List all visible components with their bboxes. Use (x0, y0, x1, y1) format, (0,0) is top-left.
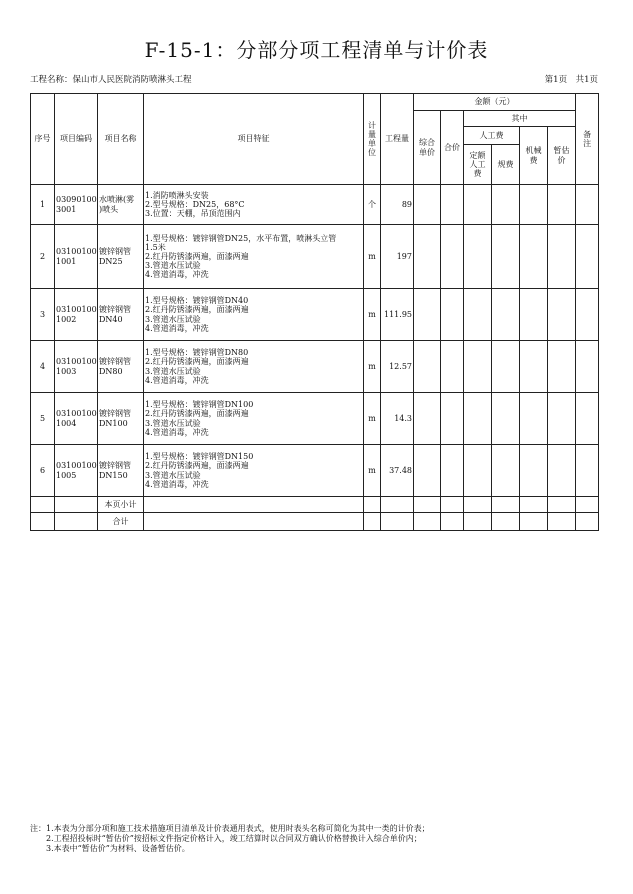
row-unit: 个 (364, 185, 381, 225)
header-machine: 机械 费 (520, 127, 548, 185)
subtotal-label: 本页小计 (98, 497, 144, 513)
row-unit: m (364, 445, 381, 497)
row-name: 镀锌钢管 DN40 (98, 289, 144, 341)
header-of-which: 其中 (464, 111, 576, 127)
table-row (31, 393, 599, 445)
row-unit: m (364, 393, 381, 445)
row-code: 03100100 1001 (55, 225, 98, 289)
footnotes (30, 824, 610, 854)
table-row (31, 341, 599, 393)
row-qty: 37.48 (381, 445, 414, 497)
table-row (31, 289, 599, 341)
header-feature: 项目特征 (144, 94, 364, 185)
header-provisional: 暂估 价 (548, 127, 576, 185)
header-amount: 金额（元） (414, 94, 576, 111)
row-qty: 12.57 (381, 341, 414, 393)
row-feature: 1.型号规格：镀锌钢管DN25，水平布置，喷淋头立管 1.5米 2.红丹防锈漆两遍，面漆两遍 3.管道水压试验 4.管道消毒，冲洗 (144, 225, 364, 289)
row-name: 镀锌钢管 DN150 (98, 445, 144, 497)
header-unit: 计 量 单 位 (364, 94, 381, 185)
row-qty: 197 (381, 225, 414, 289)
header-seq: 序号 (31, 94, 55, 185)
header-fee: 规费 (492, 145, 520, 185)
page-title: F-15-1：分部分项工程清单与计价表 (144, 38, 489, 62)
row-name: 镀锌钢管 DN25 (98, 225, 144, 289)
row-code: 03090100 3001 (55, 185, 98, 225)
table-row (31, 225, 599, 289)
header-labor: 人工费 (464, 127, 520, 145)
table-row (31, 445, 599, 497)
header-qty: 工程量 (381, 94, 414, 185)
row-qty: 14.3 (381, 393, 414, 445)
row-code: 03100100 1004 (55, 393, 98, 445)
total-row (31, 513, 599, 531)
row-qty: 111.95 (381, 289, 414, 341)
row-seq: 5 (31, 393, 55, 445)
total-label: 合计 (98, 513, 144, 531)
bill-table (30, 93, 599, 531)
footnote-2: 2.工程招投标时“暂估价”按招标文件指定价格计入，竣工结算时以合同双方确认价格替换计入综合单价内； (30, 834, 422, 843)
header-quota-labor: 定额 人工 费 (464, 145, 492, 185)
row-code: 03100100 1002 (55, 289, 98, 341)
row-name: 镀锌钢管 DN80 (98, 341, 144, 393)
row-code: 03100100 1005 (55, 445, 98, 497)
table-row (31, 185, 599, 225)
row-seq: 1 (31, 185, 55, 225)
table-body (31, 185, 599, 531)
row-seq: 4 (31, 341, 55, 393)
row-unit: m (364, 341, 381, 393)
row-feature: 1.型号规格：镀锌钢管DN100 2.红丹防锈漆两遍，面漆两遍 3.管道水压试验 4.管道消毒，冲洗 (144, 393, 364, 445)
row-feature: 1.型号规格：镀锌钢管DN150 2.红丹防锈漆两遍，面漆两遍 3.管道水压试验 4.管道消毒，冲洗 (144, 445, 364, 497)
page-number: 第1页 共1页 (544, 75, 598, 85)
row-name: 水喷淋(雾 )喷头 (98, 185, 144, 225)
row-code: 03100100 1003 (55, 341, 98, 393)
footnote-1: 注：1.本表为分部分项和施工技术措施项目清单及计价表通用表式，使用时表头名称可简化为其中一类的计价表； (30, 824, 430, 833)
row-qty: 89 (381, 185, 414, 225)
header-total: 合价 (441, 111, 464, 185)
header-name: 项目名称 (98, 94, 144, 185)
row-feature: 1.消防喷淋头安装 2.型号规格：DN25，68°C 3.位置：天棚，吊顶范围内 (144, 185, 364, 225)
footnote-3: 3.本表中“暂估价”为材料、设备暂估价。 (30, 844, 190, 853)
row-seq: 3 (31, 289, 55, 341)
row-unit: m (364, 289, 381, 341)
row-feature: 1.型号规格：镀锌钢管DN40 2.红丹防锈漆两遍，面漆两遍 3.管道水压试验 4.管道消毒，冲洗 (144, 289, 364, 341)
subtotal-row (31, 497, 599, 513)
header-remark: 备 注 (576, 94, 599, 185)
header-unit-price: 综合 单价 (414, 111, 441, 185)
row-name: 镀锌钢管 DN100 (98, 393, 144, 445)
header-code: 项目编码 (55, 94, 98, 185)
row-seq: 2 (31, 225, 55, 289)
meta-line (30, 73, 598, 85)
row-unit: m (364, 225, 381, 289)
row-seq: 6 (31, 445, 55, 497)
project-name: 工程名称：保山市人民医院消防喷淋头工程 (30, 75, 192, 85)
row-feature: 1.型号规格：镀锌钢管DN80 2.红丹防锈漆两遍，面漆两遍 3.管道水压试验 4.管道消毒，冲洗 (144, 341, 364, 393)
